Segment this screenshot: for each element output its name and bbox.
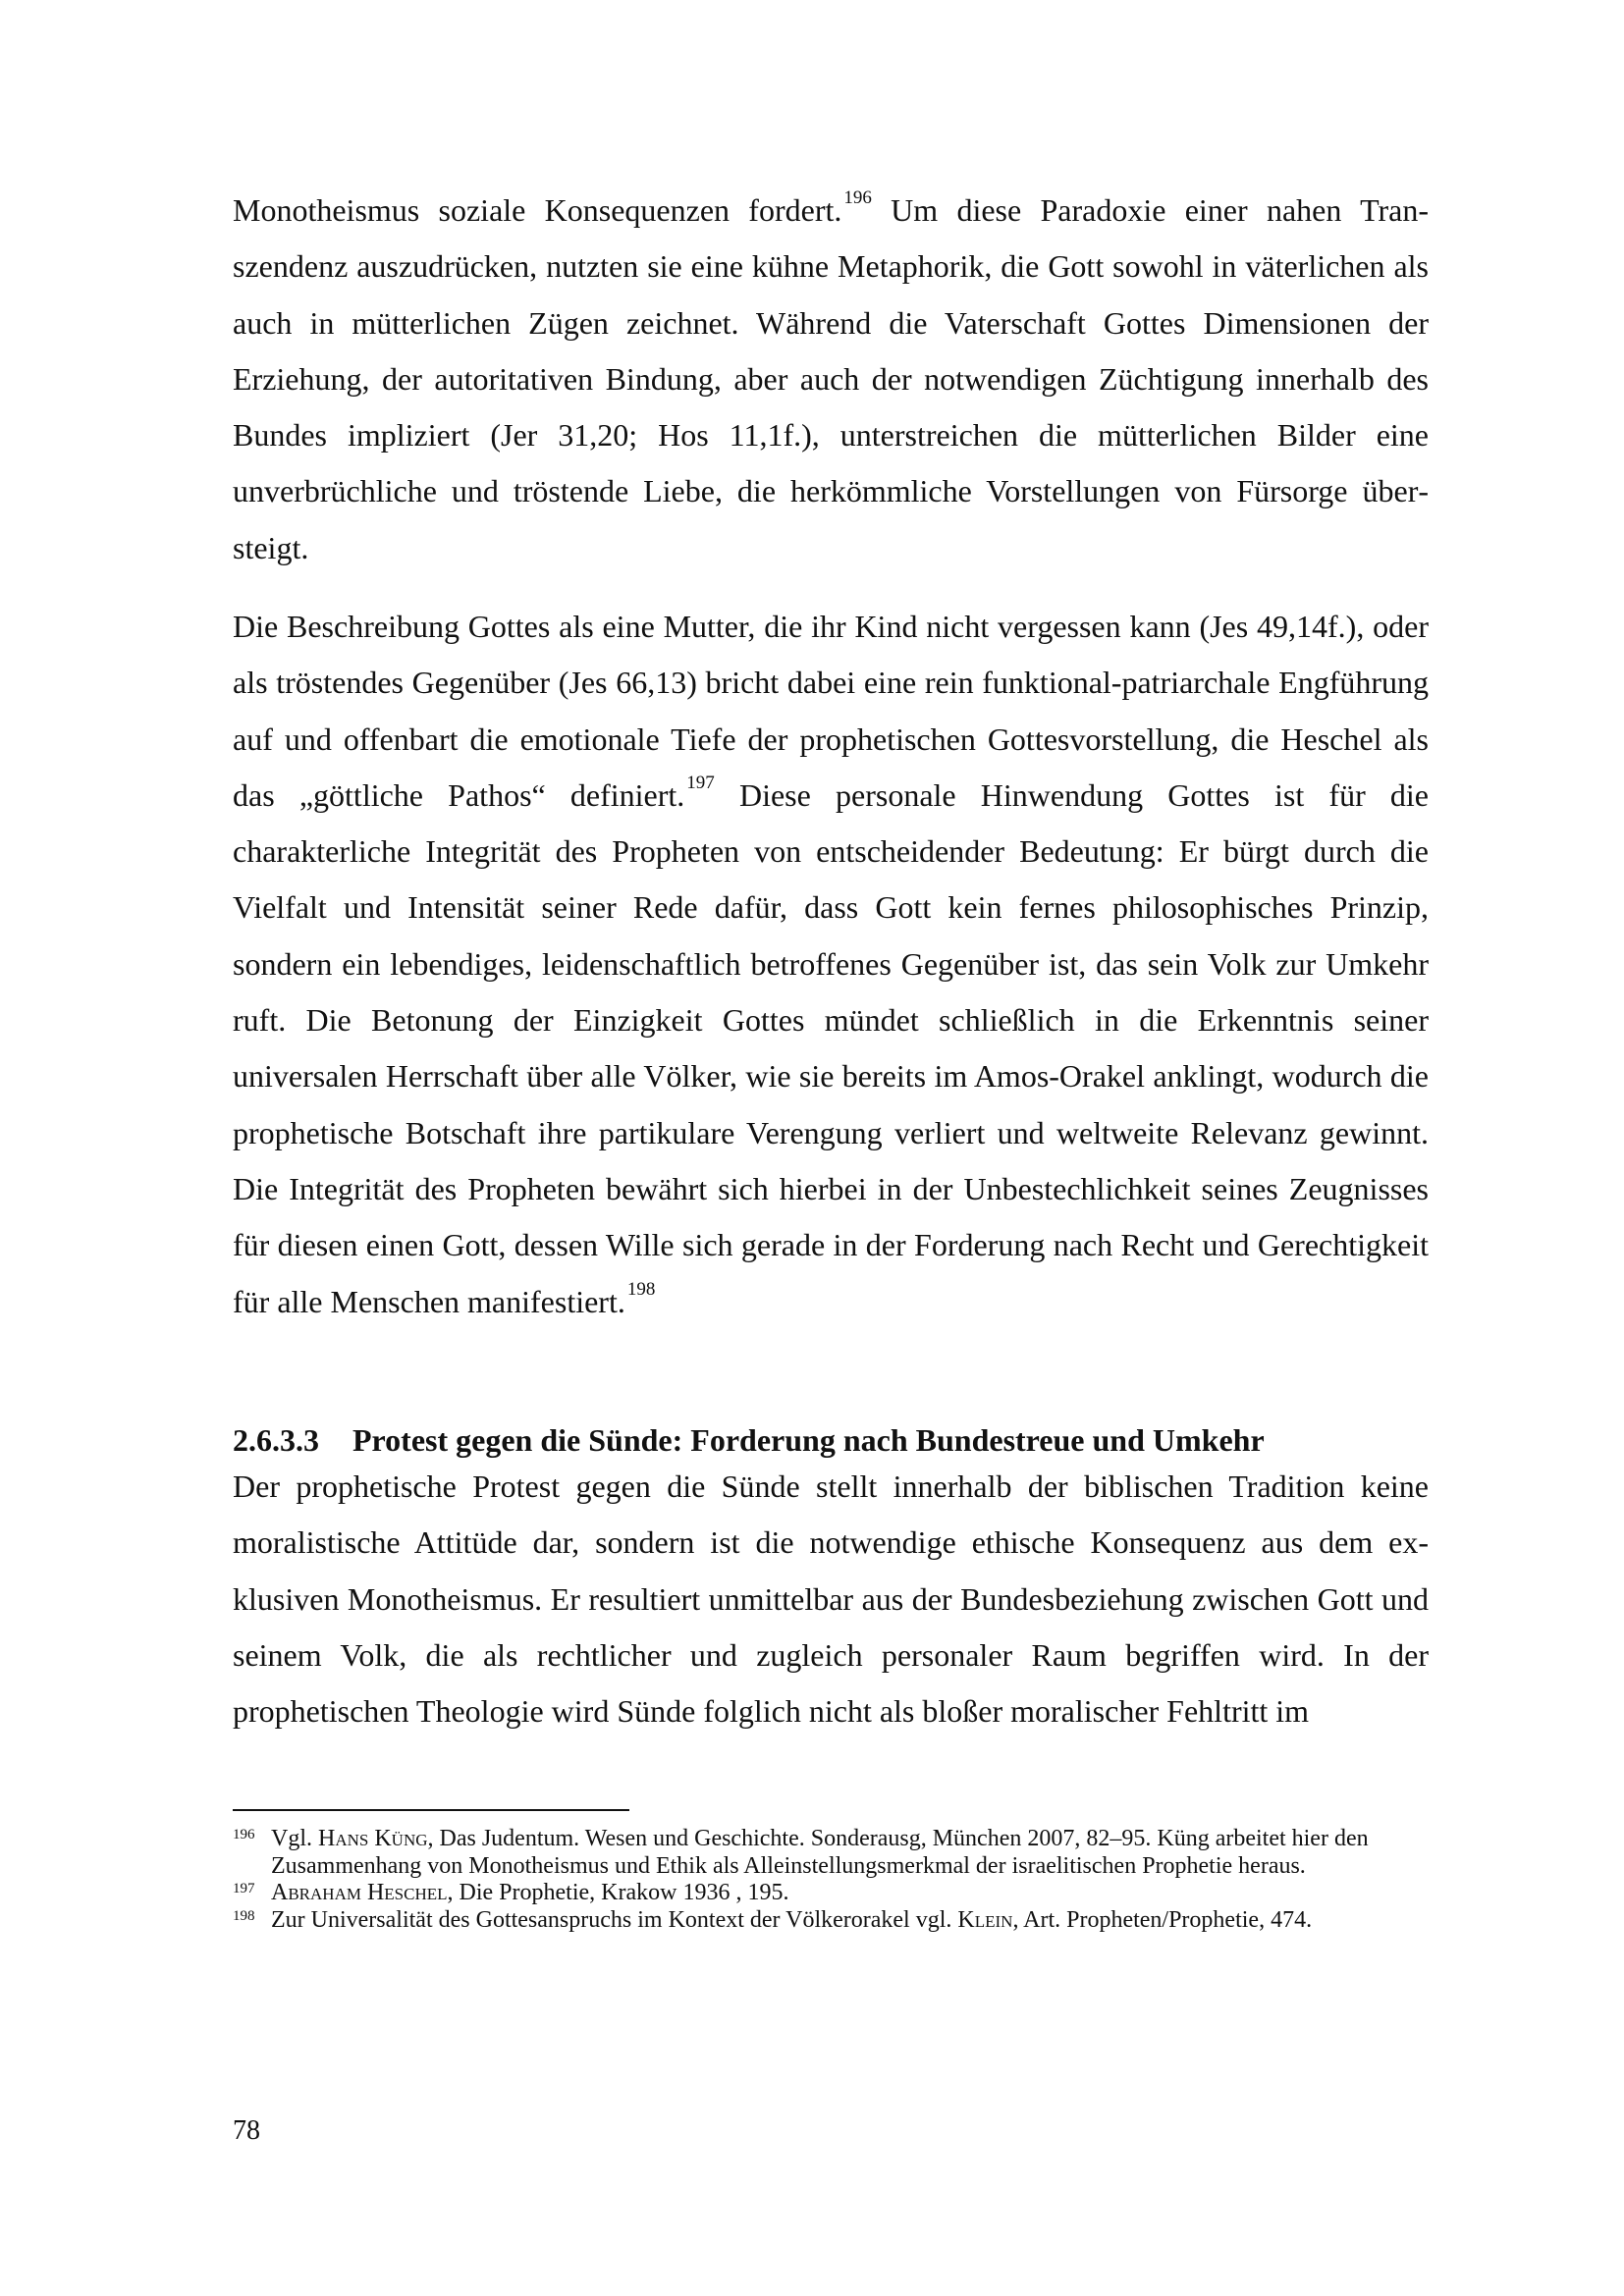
body-paragraph-1 <box>233 183 1429 576</box>
footnote-197 <box>233 1880 1429 1907</box>
footnotes <box>233 1826 1429 1934</box>
footnote-body: , Das Judentum. Wesen und Geschichte. Sonderausg, München 2007, 82–95. Küng arbeitet hier den Zusammenhang von Monotheismus und Ethik als Alleinstellungsmerkmal der israelitischen Prophetie heraus. <box>271 1826 1369 1879</box>
footnote-number: 197 <box>233 1881 255 1896</box>
footnote-198 <box>233 1907 1429 1935</box>
paragraph-text: Diese personale Hinwendung Gottes ist für die charakterliche Integrität des Propheten von entscheidender Bedeutung: Er bürgt durch die Vielfalt und Intensität seiner Rede dafür, dass Gott kein fernes philosophisches Prinzip, sondern ein lebendiges, leidenschaftlich betroffenes Gegenüber ist, das sein Volk zur Umkehr ruft. Die Betonung der Einzigkeit Gottes mündet schließlich in die Erkenntnis seiner universalen Herrschaft über alle Völker, wie sie bereits im Amos-Orakel anklingt, wodurch die prophetische Botschaft ihre partikulare Verengung verliert und weltweite Relevanz gewinnt. Die Integrität des Propheten bewährt sich hierbei in der Unbestechlichkeit seines Zeugnisses für diesen einen Gott, dessen Wille sich gerade in der Forderung nach Recht und Gerechtigkeit für alle Menschen manifestiert. <box>233 776 1430 1319</box>
section-heading <box>233 1421 1429 1459</box>
footnote-196 <box>233 1826 1429 1880</box>
footnote-number: 196 <box>233 1827 255 1842</box>
paragraph-text: Monotheismus soziale Konsequenzen fordert. <box>233 192 842 228</box>
footnote-author: Hans Küng <box>318 1826 428 1851</box>
body-paragraph-2 <box>233 599 1429 1330</box>
footnote-author: Klein <box>957 1906 1013 1933</box>
footnote-body: , Art. Propheten/Prophetie, 474. <box>1012 1906 1313 1933</box>
paragraph-text: Die Beschreibung Gottes als eine Mutter, die ihr Kind nicht vergessen kann (Jes 49,14f.), oder als tröstendes Gegenüber (Jes 66,13) bricht dabei eine rein funktional-patriarchale Engführung auf und offenbart die emotionale Tiefe der prophetischen Gottesvorstellung, die Heschel als das „göttliche Pathos“ definiert. <box>233 609 1429 813</box>
footnote-body: , Die Prophetie, Krakow 1936 , 195. <box>447 1880 789 1905</box>
footnote-ref-198[interactable]: 198 <box>626 1278 656 1300</box>
footnote-text <box>271 1826 1429 1880</box>
section-title: Protest gegen die Sünde: Forderung nach Bundestreue und Umkehr <box>352 1422 1265 1458</box>
footnote-prefix: Zur Universalität des Gottesanspruchs im Kontext der Völkerorakel vgl. <box>271 1906 958 1933</box>
section-number: 2.6.3.3 <box>233 1422 319 1458</box>
footnote-ref-197[interactable]: 197 <box>686 772 715 793</box>
paragraph-text: Der prophetische Protest gegen die Sünde stellt innerhalb der biblischen Tradition keine moralistische Attitüde dar, sondern ist die notwendige ethische Konsequenz aus dem exklusiven Monotheismus. Er resultiert unmittelbar aus der Bundesbeziehung zwischen Gott und seinem Volk, die als rechtlicher und zugleich personaler Raum begriffen wird. In der prophetischen Theologie wird Sünde folglich nicht als bloßer moralischer Fehltritt im <box>233 1468 1429 1730</box>
footnote-number: 198 <box>233 1907 255 1924</box>
footnote-separator <box>233 1809 629 1811</box>
page-number: 78 <box>233 2115 260 2146</box>
paragraph-text: Um diese Paradoxie einer nahen Transzendenz auszudrücken, nutzten sie eine kühne Metaphorik, die Gott sowohl in väterlichen als auch in mütterlichen Zügen zeichnet. Während die Vaterschaft Gottes Dimensionen der Erziehung, der autoritativen Bindung, aber auch der notwendigen Züchtigung innerhalb des Bundes impliziert (Jer 31,20; Hos 11,1f.), unterstreichen die mütterlichen Bilder eine unverbrüchliche und tröstende Liebe, die herkömmliche Vorstellungen von Fürsorge übersteigt. <box>233 192 1430 565</box>
footnote-author: Abraham Heschel <box>271 1880 448 1905</box>
footnote-ref-196[interactable]: 196 <box>843 187 872 208</box>
footnote-text <box>271 1880 1429 1907</box>
body-paragraph-3 <box>233 1459 1429 1739</box>
footnote-prefix: Vgl. <box>271 1826 318 1851</box>
footnote-text <box>271 1907 1429 1935</box>
